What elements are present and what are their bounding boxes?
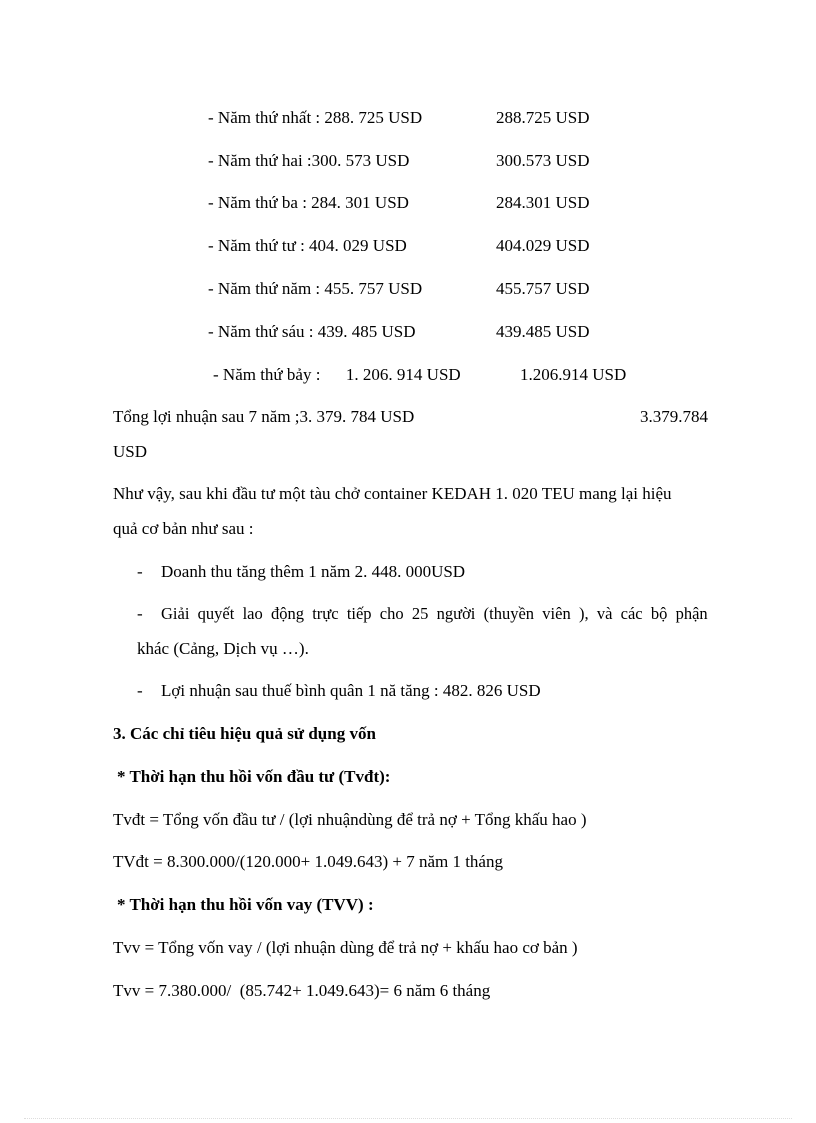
- total-unit: USD: [113, 442, 148, 461]
- calc-investment-payback: TVđt = 8.300.000/(120.000+ 1.049.643) + 7 năm 1 tháng: [113, 852, 503, 871]
- bullet-labor-line-2: khác (Cảng, Dịch vụ …).: [137, 639, 309, 658]
- summary-line-2: quả cơ bản như sau :: [113, 519, 254, 538]
- year-3-value: 284.301 USD: [496, 193, 590, 212]
- section-heading: 3. Các chỉ tiêu hiệu quả sử dụng vốn: [113, 724, 376, 743]
- subheading-loan-payback: * Thời hạn thu hồi vốn vay (TVV) :: [117, 895, 374, 914]
- formula-investment-payback: Tvđt = Tổng vốn đầu tư / (lợi nhuậndùng để trả nợ + Tổng khấu hao ): [113, 810, 587, 829]
- subheading-investment-payback: * Thời hạn thu hồi vốn đầu tư (Tvđt):: [117, 767, 391, 786]
- year-6-label: - Năm thứ sáu : 439. 485 USD: [208, 322, 416, 341]
- formula-loan-payback: Tvv = Tổng vốn vay / (lợi nhuận dùng để trả nợ + khấu hao cơ bản ): [113, 938, 578, 957]
- bullet-labor-line-1: Giải quyết lao động trực tiếp cho 25 người (thuyền viên ), và các bộ phận: [161, 604, 708, 623]
- year-4-value: 404.029 USD: [496, 236, 590, 255]
- bullet-dash-1: -: [137, 562, 143, 581]
- bullet-revenue: Doanh thu tăng thêm 1 năm 2. 448. 000USD: [161, 562, 466, 581]
- calc-loan-payback: Tvv = 7.380.000/ (85.742+ 1.049.643)= 6 năm 6 tháng: [113, 981, 491, 1000]
- year-5-label: - Năm thứ năm : 455. 757 USD: [208, 279, 423, 298]
- year-2-value: 300.573 USD: [496, 151, 590, 170]
- year-6-value: 439.485 USD: [496, 322, 590, 341]
- bullet-profit: Lợi nhuận sau thuế bình quân 1 nă tăng : 482. 826 USD: [161, 681, 541, 700]
- total-label: Tổng lợi nhuận sau 7 năm ;3. 379. 784 USD: [113, 407, 415, 426]
- year-7-value: 1.206.914 USD: [520, 365, 627, 384]
- year-4-label: - Năm thứ tư : 404. 029 USD: [208, 236, 407, 255]
- year-3-label: - Năm thứ ba : 284. 301 USD: [208, 193, 409, 212]
- year-7-label: - Năm thứ bảy : 1. 206. 914 USD: [213, 365, 461, 384]
- bullet-dash-2: -: [137, 604, 143, 623]
- year-1-label: - Năm thứ nhất : 288. 725 USD: [208, 108, 423, 127]
- year-1-value: 288.725 USD: [496, 108, 590, 127]
- page-bottom-divider: [24, 1118, 792, 1119]
- total-value: 3.379.784: [640, 407, 708, 426]
- summary-line-1: Như vậy, sau khi đầu tư một tàu chở container KEDAH 1. 020 TEU mang lại hiệu: [113, 484, 672, 503]
- bullet-dash-3: -: [137, 681, 143, 700]
- year-5-value: 455.757 USD: [496, 279, 590, 298]
- year-2-label: - Năm thứ hai :300. 573 USD: [208, 151, 410, 170]
